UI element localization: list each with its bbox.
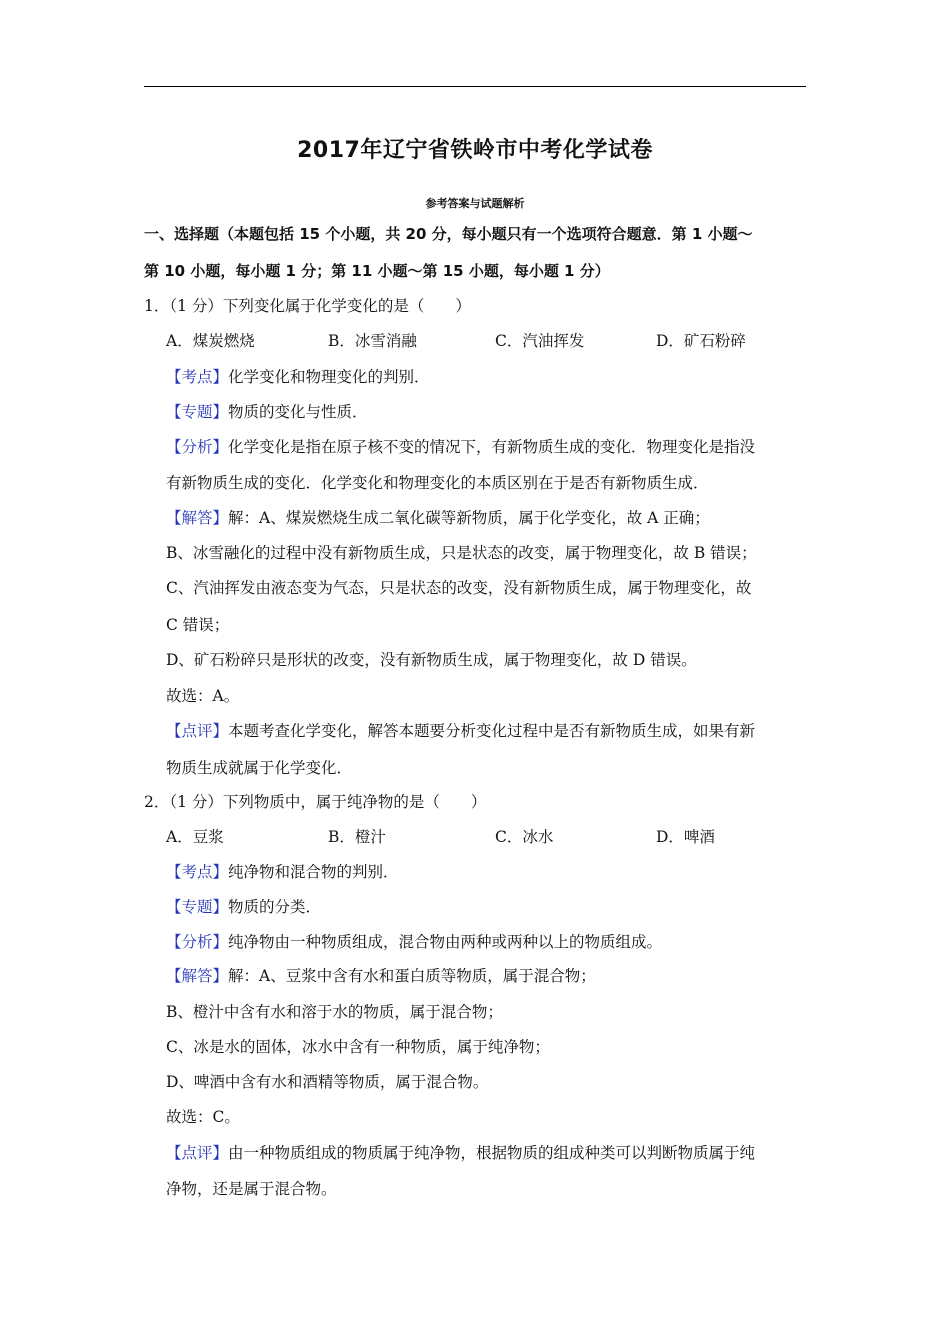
q1-dianping-text-1: 本题考查化学变化，解答本题要分析变化过程中是否有新物质生成，如果有新: [228, 722, 756, 740]
q2-option-c: C．冰水: [495, 828, 554, 846]
kaodian-tag: 【考点】: [166, 368, 229, 386]
q2-zhuanti: [166, 897, 321, 917]
q2-jieda-text-3: C、冰是水的固体，冰水中含有一种物质，属于纯净物；: [166, 1038, 550, 1056]
q1-option-b: B．冰雪消融: [328, 332, 417, 350]
q2-dianping: [166, 1143, 755, 1163]
q1-option-a: A．煤炭燃烧: [166, 332, 255, 350]
q1-option-c: C．汽油挥发: [495, 332, 585, 350]
q1-zhuanti: [166, 402, 368, 422]
q1-dianping: [166, 721, 755, 741]
jieda-tag: 【解答】: [166, 967, 229, 985]
kaodian-tag: 【考点】: [166, 863, 229, 881]
q2-zhuanti-text: 物质的分类．: [228, 898, 322, 916]
q1-zhuanti-text: 物质的变化与性质．: [228, 403, 368, 421]
page-title: 2017年辽宁省铁岭市中考化学试卷: [297, 138, 653, 163]
q1-jieda-text-1: 解：A、煤炭燃烧生成二氧化碳等新物质，属于化学变化，故 A 正确；: [228, 509, 710, 527]
q2-answer: 故选：C。: [166, 1108, 240, 1126]
q2-kaodian-text: 纯净物和混合物的判别．: [228, 863, 399, 881]
zhuanti-tag: 【专题】: [166, 403, 229, 421]
q2-fenxi: [166, 932, 662, 952]
q2-stem: 2．（1 分）下列物质中，属于纯净物的是（ ）: [144, 793, 487, 811]
q1-kaodian: [166, 367, 430, 387]
q2-option-d: D．啤酒: [656, 828, 715, 846]
q1-jieda-text-2: B、冰雪融化的过程中没有新物质生成，只是状态的改变，属于物理变化，故 B 错误；: [166, 544, 757, 562]
q1-kaodian-text: 化学变化和物理变化的判别．: [228, 368, 430, 386]
q1-fenxi: [166, 437, 755, 457]
fenxi-tag: 【分析】: [166, 438, 229, 456]
q2-fenxi-text: 纯净物由一种物质组成，混合物由两种或两种以上的物质组成。: [228, 933, 663, 951]
q1-jieda: [166, 508, 710, 528]
q1-jieda-text-3: C、汽油挥发由液态变为气态，只是状态的改变，没有新物质生成，属于物理变化，故: [166, 579, 752, 597]
section-heading-line-1: 一、选择题（本题包括 15 个小题，共 20 分，每小题只有一个选项符合题意．第 1 小题～: [144, 225, 753, 243]
q1-option-d: D．矿石粉碎: [656, 332, 746, 350]
q2-option-b: B．橙汁: [328, 828, 386, 846]
page-subtitle: 参考答案与试题解析: [425, 197, 525, 210]
q2-jieda: [166, 966, 596, 986]
q2-kaodian: [166, 862, 399, 882]
q2-jieda-text-1: 解：A、豆浆中含有水和蛋白质等物质，属于混合物；: [228, 967, 596, 985]
q2-jieda-text-4: D、啤酒中含有水和酒精等物质，属于混合物。: [166, 1073, 489, 1091]
section-heading-line-2: 第 10 小题，每小题 1 分；第 11 小题～第 15 小题，每小题 1 分）: [144, 262, 610, 280]
q2-jieda-text-2: B、橙汁中含有水和溶于水的物质，属于混合物；: [166, 1003, 503, 1021]
q2-dianping-text-2: 净物，还是属于混合物。: [166, 1180, 337, 1198]
q1-fenxi-text-1: 化学变化是指在原子核不变的情况下，有新物质生成的变化．物理变化是指没: [228, 438, 756, 456]
q1-jieda-text-5: D、矿石粉碎只是形状的改变，没有新物质生成，属于物理变化，故 D 错误。: [166, 651, 697, 669]
dianping-tag: 【点评】: [166, 1144, 229, 1162]
q1-dianping-text-2: 物质生成就属于化学变化．: [166, 759, 353, 777]
q1-jieda-text-4: C 错误；: [166, 616, 230, 634]
dianping-tag: 【点评】: [166, 722, 229, 740]
zhuanti-tag: 【专题】: [166, 898, 229, 916]
q1-fenxi-text-2: 有新物质生成的变化．化学变化和物理变化的本质区别在于是否有新物质生成．: [166, 474, 709, 492]
header-rule: [144, 86, 806, 87]
q1-stem: 1．（1 分）下列变化属于化学变化的是（ ）: [144, 297, 471, 315]
q2-option-a: A．豆浆: [166, 828, 224, 846]
q2-dianping-text-1: 由一种物质组成的物质属于纯净物，根据物质的组成种类可以判断物质属于纯: [228, 1144, 756, 1162]
jieda-tag: 【解答】: [166, 509, 229, 527]
q1-answer: 故选：A。: [166, 687, 240, 705]
fenxi-tag: 【分析】: [166, 933, 229, 951]
